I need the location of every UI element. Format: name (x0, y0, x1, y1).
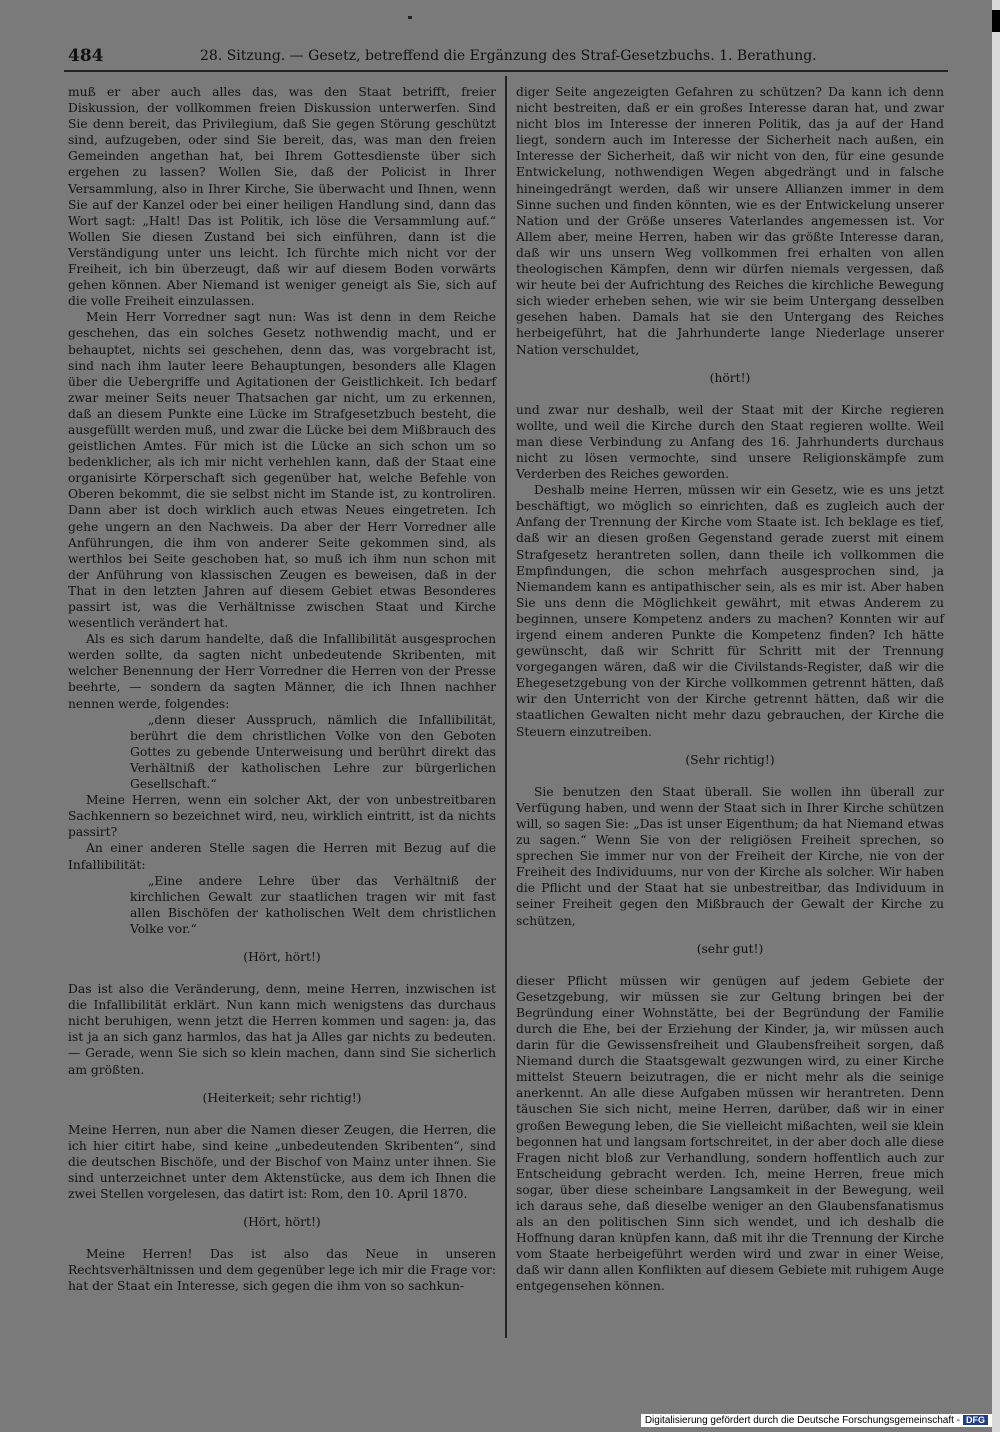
quotation: „Eine andere Lehre über das Verhältniß der kirchlichen Gewalt zur staatlichen tragen wir mit fast allen Bischöfen der katholischen Welt dem christlichen Volke vor.“ (130, 873, 496, 936)
paragraph: Deshalb meine Herren, müssen wir ein Gesetz, wie es uns jetzt beschäftigt, wo möglich so einrichten, daß es zugleich auch der Anfang der Trennung der Kirche vom Staate ist. Ich beklage es tief, daß wir an diesen großen Gegenstand gerade zuerst mit einem Strafgesetz herantreten sollen, dann theile ich vollkommen die Empfindungen, die schon mehrfach ausgesprochen sind, ja Niemandem kann es antipathischer sein, als es mir ist. Aber haben Sie uns denn die Möglichkeit gewährt, mit etwas Anderem zu beginnen, unsere Kompetenz anders zu machen? Konnten wir auf irgend einem anderen Punkte die Kompetenz finden? Ich hätte gewünscht, daß wir Schritt für Schritt mit der Trennung vorgegangen wären, daß wir die Civilstands-Register, daß wir die Ehegesetzgebung von der Kirche vollkommen getrennt hätten, daß wir den Unterricht von der Kirche getrennt hätten, daß wir die staatlichen Gewalten nicht mehr dazu gebrauchen, der Kirche die Steuern einzutreiben. (516, 483, 944, 739)
interjection: (Hört, hört!) (243, 949, 321, 964)
scan-mark (408, 16, 412, 19)
quotation: „denn dieser Ausspruch, nämlich die Infallibilität, berührt die dem christlichen Volke von den Geboten Gottes zu gebende Unterweisung und berührt direkt das Verhältniß der katholischen Lehre zur bürgerlichen Gesellschaft.“ (130, 712, 496, 792)
paragraph: Meine Herren! Das ist also das Neue in unseren Rechtsverhältnissen und dem gegenüber lege ich mir die Frage vor: hat der Staat ein Interesse, sich gegen die ihm von so sachkun- (68, 1247, 496, 1294)
paragraph: muß er aber auch alles das, was den Staat betrifft, freier Diskussion, der vollkommen freien Diskussion unterwerfen. Sind Sie denn bereit, das Privilegium, daß Sie gegen Störung geschützt sind, aufzugeben, oder sind Sie bereit, das, was man den freien Gemeinden angethan hat, bei Ihrem Gottesdienste über sich ergehen zu lassen? Wollen Sie, daß der Policist in Ihrer Versammlung, also in Ihrer Kirche, Sie überwacht und Ihnen, wenn Sie auf der Kanzel oder bei einer heiligen Handlung sind, dann das Wort sagt: „Halt! Das ist Politik, ich löse die Versammlung auf.“ Wollen Sie diesen Zustand bei sich einführen, dann ist die Verständigung unter uns leicht. Ich fürchte mich nicht vor der Freiheit, ich bin überzeugt, daß wir auf diesem Boden vorwärts gehen können. Aber Niemand ist weniger geneigt als Sie, sich auf die volle Freiheit einzulassen. (68, 85, 496, 309)
paragraph: Das ist also die Veränderung, denn, meine Herren, inzwischen ist die Infallibilität erklärt. Nun kann mich wenigstens das durchaus nicht beruhigen, wenn jetzt die Herren kommen und sagen: ja, das ist ja an sich ganz harmlos, das hat ja Alles gar nichts zu bedeuten. — Gerade, wenn Sie sich so klein machen, dann sind Sie sicherlich am größten. (68, 982, 496, 1077)
right-column (516, 84, 944, 1295)
column-divider (505, 76, 507, 1338)
paragraph: diger Seite angezeigten Gefahren zu schützen? Da kann ich denn nicht bestreiten, daß er ein großes Interesse daran hat, und zwar nicht blos im Interesse der inneren Politik, das ja auf der Hand liegt, sondern auch im Interesse der Sicherheit nach außen, ein Interesse der Sicherheit, daß wir nicht von den, für eine gesunde Entwickelung, nothwendigen Wegen abgedrängt und in falsche hineingedrängt werden, daß wir unsere Allianzen immer in dem Sinne suchen und finden könnten, wie es der Entwickelung unserer Nation und der Größe unseres Vaterlandes angemessen ist. Vor Allem aber, meine Herren, haben wir das größte Interesse daran, daß wir uns unsern Weg vollkommen frei erhalten von allen theologischen Kämpfen, denn wir dürfen niemals vergessen, daß wir heute bei der Aufrichtung des Reiches die kirchliche Bewegung sich wieder erheben sehen, wie wir sie beim Untergang desselben gesehen haben. Damals hat sie den Untergang des Reiches herbeigeführt, hat die Jahrhunderte lange Niederlage unserer Nation verschuldet, (516, 85, 944, 357)
interjection: (sehr gut!) (696, 941, 764, 956)
interjection: (Sehr richtig!) (685, 752, 775, 767)
interjection: (Hört, hört!) (243, 1215, 321, 1230)
paragraph: Meine Herren, wenn ein solcher Akt, der von unbestreitbaren Sachkennern so bezeichnet wird, neu, wirklich eintritt, ist da nichts passirt? (68, 793, 496, 840)
paragraph: An einer anderen Stelle sagen die Herren mit Bezug auf die Infallibilität: (68, 841, 496, 872)
running-title: 28. Sitzung. — Gesetz, betreffend die Ergänzung des Straf-Gesetzbuchs. 1. Berathung. (200, 48, 817, 64)
header-rule (64, 70, 948, 72)
left-column (68, 84, 496, 1295)
paragraph: Meine Herren, nun aber die Namen dieser Zeugen, die Herren, die ich hier citirt habe, sind keine „unbedeutenden Skribenten“, sind die deutschen Bischöfe, und der Bischof von Mainz unter ihnen. Sie sind unterzeichnet unter dem Aktenstücke, aus dem ich Ihnen die zwei Stellen vorgelesen, das datirt ist: Rom, den 10. April 1870. (68, 1122, 496, 1202)
page-header (68, 44, 948, 70)
footer-text: Digitalisierung gefördert durch die Deutsche Forschungsgemeinschaft - (644, 1415, 960, 1426)
page-number: 484 (68, 46, 104, 66)
paragraph: Mein Herr Vorredner sagt nun: Was ist denn in dem Reiche geschehen, das ein solches Gesetz nothwendig macht, und er behauptet, nichts sei geschehen, denn das, was vorgebracht ist, sind nach ihm lauter leere Behauptungen, besonders alle Klagen über die Uebergriffe und Agitationen der Geistlichkeit. Ich bedarf zwar meiner Seits neuer Thatsachen gar nicht, um zu erkennen, daß an diesem Punkte eine Lücke im Strafgesetzbuch besteht, die ausgefüllt werden muß, und zwar die Lücke bei dem Mißbrauch des geistlichen Amtes. Für mich ist die Lücke an sich schon um so bedenklicher, als ich mir nicht verhehlen kann, daß der Staat eine organisirte Körperschaft sich gegenüber hat, welche Befehle von Oberen bekommt, die sie selbst nicht im Stande ist, zu kontroliren. Dann aber ist doch wirklich auch etwas Neues eingetreten. Ich gehe ungern an den Nachweis. Da aber der Herr Vorredner alle Anführungen, die ihm von anderer Seite gekommen sind, als werthlos bei Seite geschoben hat, so muß ich ihm nun schon mit der Anführung von klassischen Zeugen es beweisen, daß in der That in den letzten Jahren auf diesem Gebiet etwas Besonderes passirt ist, was die Verhältnisse zwischen Staat und Kirche wesentlich verändert hat. (68, 310, 496, 631)
scan-edge-mark (992, 10, 1000, 32)
paragraph: Als es sich darum handelte, daß die Infallibilität ausgesprochen werden sollte, da sagten nicht unbedeutende Skribenten, mit welcher Benennung der Herr Vorredner die Herren von der Presse beehrte, — sondern da sagten Männer, die ich Ihnen nachher nennen werde, folgendes: (68, 632, 496, 711)
paragraph: dieser Pflicht müssen wir genügen auf jedem Gebiete der Gesetzgebung, wir müssen sie zur Geltung bringen bei der Begründung einer Wohnstätte, bei der Begründung der Familie durch die Ehe, bei der Erziehung der Kinder, ja, wir müssen auch darin für die Gewissensfreiheit und Glaubensfreiheit sorgen, daß Niemand durch die Staatsgewalt gezwungen wird, zu einer Kirche mittelst Steuern beizutragen, die er nicht mehr als die seinige anerkennt. An alle diese Aufgaben müssen wir herantreten. Denn täuschen Sie sich nicht, meine Herren, darüber, daß wir in einer großen Bewegung leben, die Sie vielleicht mißachten, weil sie klein begonnen hat und langsam fortschreitet, in der aber doch alle diese Fragen nicht bloß zur Verhandlung, sondern hoffentlich auch zur Entscheidung gebracht werden. Ich, meine Herren, freue mich sogar, über diese scheinbare Langsamkeit in der Bewegung, weil ich daraus sehe, daß dieselbe weniger an den Glaubensfanatismus als an den politischen Sinn sich wendet, und ich deshalb die Hoffnung daran knüpfen kann, daß mit ihr die Trennung der Kirche vom Staate herbeigeführt werden wird und zwar in einer Weise, daß wir dann allen Konflikten auf diesem Gebiete mit ruhigem Auge entgegensehen können. (516, 973, 944, 1294)
footer-credit (641, 1414, 992, 1427)
interjection: (Heiterkeit; sehr richtig!) (202, 1090, 362, 1105)
paragraph: Sie benutzen den Staat überall. Sie wollen ihn überall zur Verfügung haben, und wenn der Staat sich in Ihrer Kirche schützen will, so sagen Sie: „Das ist unser Eigenthum; da hat Niemand etwas zu sagen.“ Wenn Sie von der religiösen Freiheit sprechen, so sprechen Sie immer nur von der Freiheit der Kirche, nie von der Freiheit des Individuums, nur von der Kirche als solcher. Wir haben die Pflicht und der Staat hat sie unbestreitbar, das Individuum in seiner Freiheit gegen den Mißbrauch der Gewalt der Kirche zu schützen, (516, 784, 944, 928)
interjection: (hört!) (709, 370, 751, 385)
dfg-logo: DFG (963, 1415, 988, 1425)
paragraph: und zwar nur deshalb, weil der Staat mit der Kirche regieren wollte, und weil die Kirche durch den Staat regieren wollte. Weil man diese Verbindung zu Anfang des 16. Jahrhunderts durchaus nicht zu lösen vermochte, sind unsere Religionskämpfe zum Verderben des Reiches geworden. (516, 402, 944, 482)
scan-edge (992, 0, 1000, 1432)
